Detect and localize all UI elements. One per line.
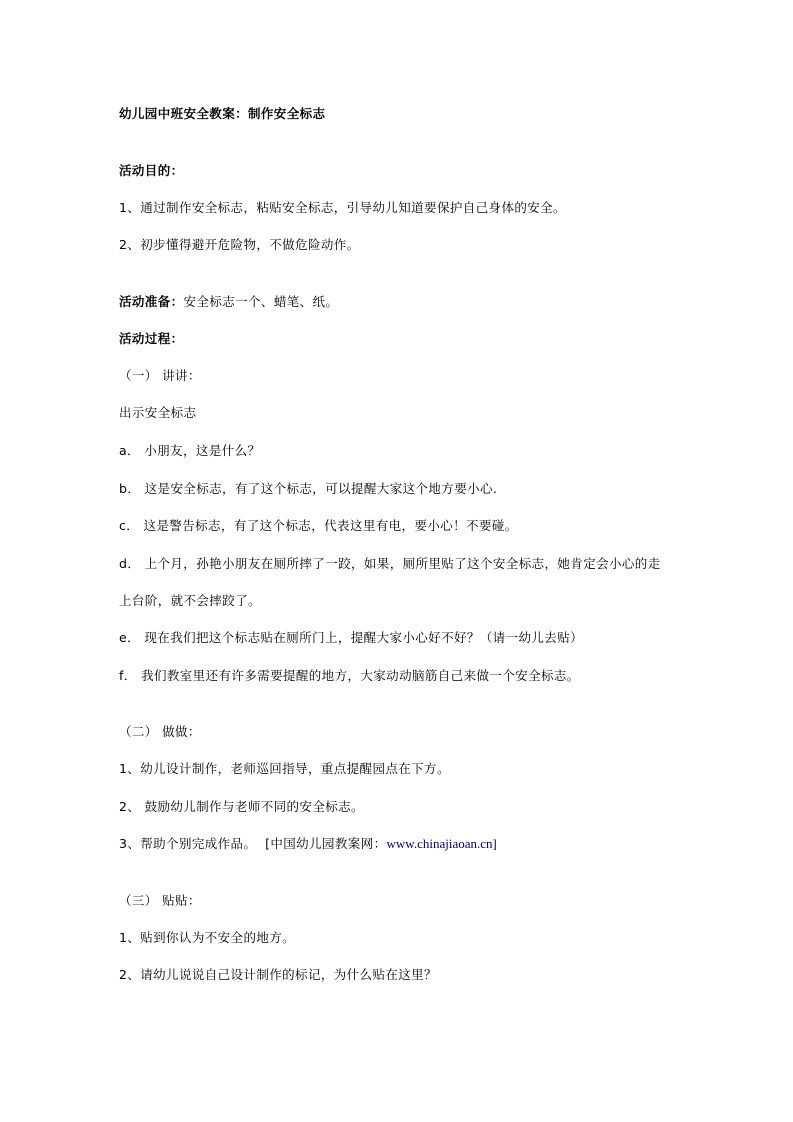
section1-item-d-continued: 上台阶，就不会摔跤了。	[119, 593, 261, 608]
section1-item-f: f． 我们教室里还有许多需要提醒的地方，大家动动脑筋自己来做一个安全标志。	[119, 668, 580, 683]
section1-intro: 出示安全标志	[119, 405, 197, 420]
section2-item-3-text: 3、帮助个别完成作品。	[119, 836, 261, 851]
process-heading: 活动过程：	[119, 331, 184, 346]
goal-item-2: 2、初步懂得避开危险物，不做危险动作。	[119, 237, 360, 252]
section1-heading: （一） 讲讲：	[119, 368, 201, 383]
source-suffix: ]	[492, 837, 497, 851]
goal-item-1: 1、通过制作安全标志，粘贴安全标志，引导幼儿知道要保护自己身体的安全。	[119, 200, 566, 215]
section3-heading: （三） 贴贴：	[119, 893, 201, 908]
section2-item-3	[119, 836, 497, 852]
prep-text: 安全标志一个、蜡笔、纸。	[183, 294, 339, 309]
section1-item-d: d． 上个月，孙艳小朋友在厕所摔了一跤，如果，厕所里贴了这个安全标志，她肯定会小心的走	[119, 556, 661, 571]
section3-item-2: 2、请幼儿说说自己设计制作的标记，为什么贴在这里？	[119, 967, 437, 982]
section2-heading: （二） 做做：	[119, 724, 201, 739]
section1-item-a: a． 小朋友，这是什么？	[119, 443, 261, 458]
section1-item-e: e． 现在我们把这个标志贴在厕所门上，提醒大家小心好不好？（请一幼儿去贴）	[119, 630, 583, 645]
source-prefix: [中国幼儿园教案网：	[265, 836, 387, 851]
document-title: 幼儿园中班安全教案：制作安全标志	[119, 106, 326, 121]
section3-item-1: 1、贴到你认为不安全的地方。	[119, 930, 296, 945]
goal-heading: 活动目的：	[119, 163, 184, 178]
source-website-link[interactable]: www.chinajiaoan.cn	[386, 836, 493, 851]
prep-line	[119, 294, 338, 310]
section2-item-1: 1、幼儿设计制作，老师巡回指导，重点提醒园点在下方。	[119, 761, 450, 776]
section2-item-2: 2、 鼓励幼儿制作与老师不同的安全标志。	[119, 799, 364, 814]
section1-item-c: c． 这是警告标志，有了这个标志，代表这里有电，要小心！不要碰。	[119, 518, 518, 533]
prep-label: 活动准备：	[119, 294, 184, 309]
section1-item-b: b． 这是安全标志，有了这个标志，可以提醒大家这个地方要小心.	[119, 481, 498, 496]
